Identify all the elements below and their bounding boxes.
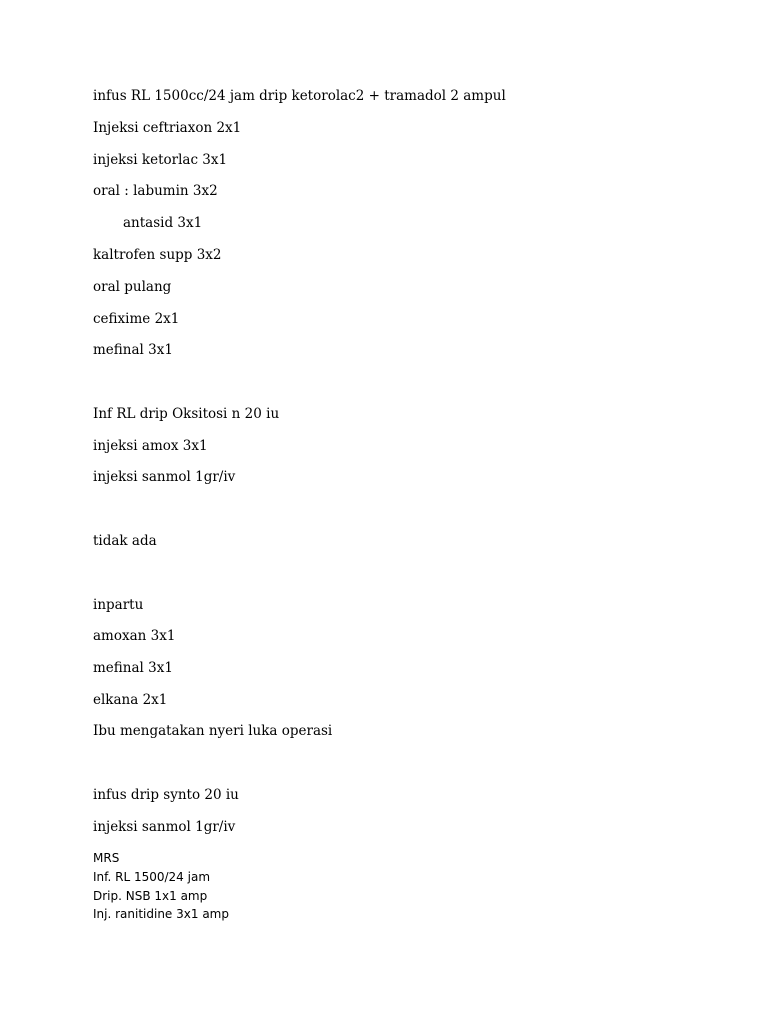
text-line: kaltrofen supp 3x2: [93, 247, 222, 263]
text-line-small: Inj. ranitidine 3x1 amp: [93, 907, 229, 921]
text-line: infus RL 1500cc/24 jam drip ketorolac2 + tramadol 2 ampul: [93, 88, 506, 104]
text-line: antasid 3x1: [123, 215, 203, 231]
text-line: injeksi sanmol 1gr/iv: [93, 469, 236, 485]
text-line: Inf RL drip Oksitosi n 20 iu: [93, 406, 280, 422]
text-line: injeksi amox 3x1: [93, 438, 208, 454]
text-line: injeksi sanmol 1gr/iv: [93, 819, 236, 835]
text-line: cefixime 2x1: [93, 311, 180, 327]
text-line: tidak ada: [93, 533, 157, 549]
text-line-small: Drip. NSB 1x1 amp: [93, 889, 208, 903]
text-line: injeksi ketorlac 3x1: [93, 152, 228, 168]
text-line: mefinal 3x1: [93, 660, 173, 676]
text-line: amoxan 3x1: [93, 628, 176, 644]
text-line: inpartu: [93, 597, 144, 613]
text-line-small: MRS: [93, 851, 120, 865]
text-line: oral pulang: [93, 279, 172, 295]
text-line: infus drip synto 20 iu: [93, 787, 239, 803]
text-line: oral : labumin 3x2: [93, 183, 218, 199]
text-line-small: Inf. RL 1500/24 jam: [93, 870, 211, 884]
text-line: Injeksi ceftriaxon 2x1: [93, 120, 242, 136]
text-line: elkana 2x1: [93, 692, 168, 708]
text-line: Ibu mengatakan nyeri luka operasi: [93, 723, 333, 739]
text-line: mefinal 3x1: [93, 342, 173, 358]
